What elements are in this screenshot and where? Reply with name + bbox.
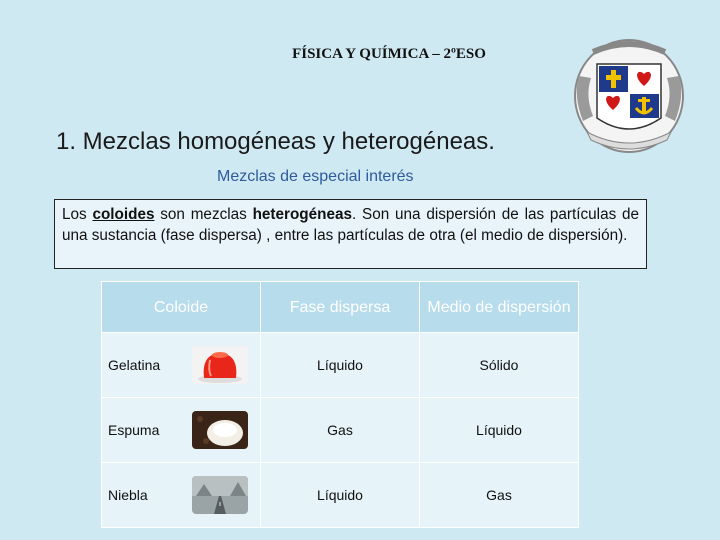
table-row [102, 398, 579, 463]
page-title: 1. Mezclas homogéneas y heterogéneas. [56, 128, 495, 155]
gelatin-icon [192, 346, 248, 384]
cell-medio: Sólido [420, 333, 579, 398]
course-header: FÍSICA Y QUÍMICA – 2ºESO [292, 46, 486, 62]
colloid-table [101, 281, 579, 528]
cell-medio: Gas [420, 463, 579, 528]
foam-icon [192, 411, 248, 449]
definition-text-2: son mezclas [154, 206, 253, 223]
cell-fase: Gas [261, 398, 420, 463]
fog-icon [192, 476, 248, 514]
page-subtitle: Mezclas de especial interés [217, 168, 414, 185]
cell-coloide [102, 333, 261, 398]
school-crest-icon [573, 36, 685, 154]
definition-heterogeneas: heterogéneas [252, 206, 353, 223]
table-row [102, 463, 579, 528]
cell-coloide [102, 398, 261, 463]
definition-box [54, 199, 647, 269]
cell-medio: Líquido [420, 398, 579, 463]
cell-fase: Líquido [261, 333, 420, 398]
definition-coloides: coloides [92, 206, 155, 223]
header-medio-dispersion: Medio de dispersión [420, 282, 579, 333]
table-header-row [102, 282, 579, 333]
cell-coloide [102, 463, 261, 528]
definition-text-1: Los [62, 206, 93, 223]
coloide-name: Gelatina [108, 357, 161, 373]
table-row [102, 333, 579, 398]
header-coloide: Coloide [102, 282, 261, 333]
cell-fase: Líquido [261, 463, 420, 528]
header-fase-dispersa: Fase dispersa [261, 282, 420, 333]
definition-text-3: . Son una dispersión de las partículas de una sustancia (fase dispersa) , entre las partículas de otra (el medio de dispersión). [62, 206, 639, 244]
coloide-name: Niebla [108, 487, 148, 503]
coloide-name: Espuma [108, 422, 160, 438]
